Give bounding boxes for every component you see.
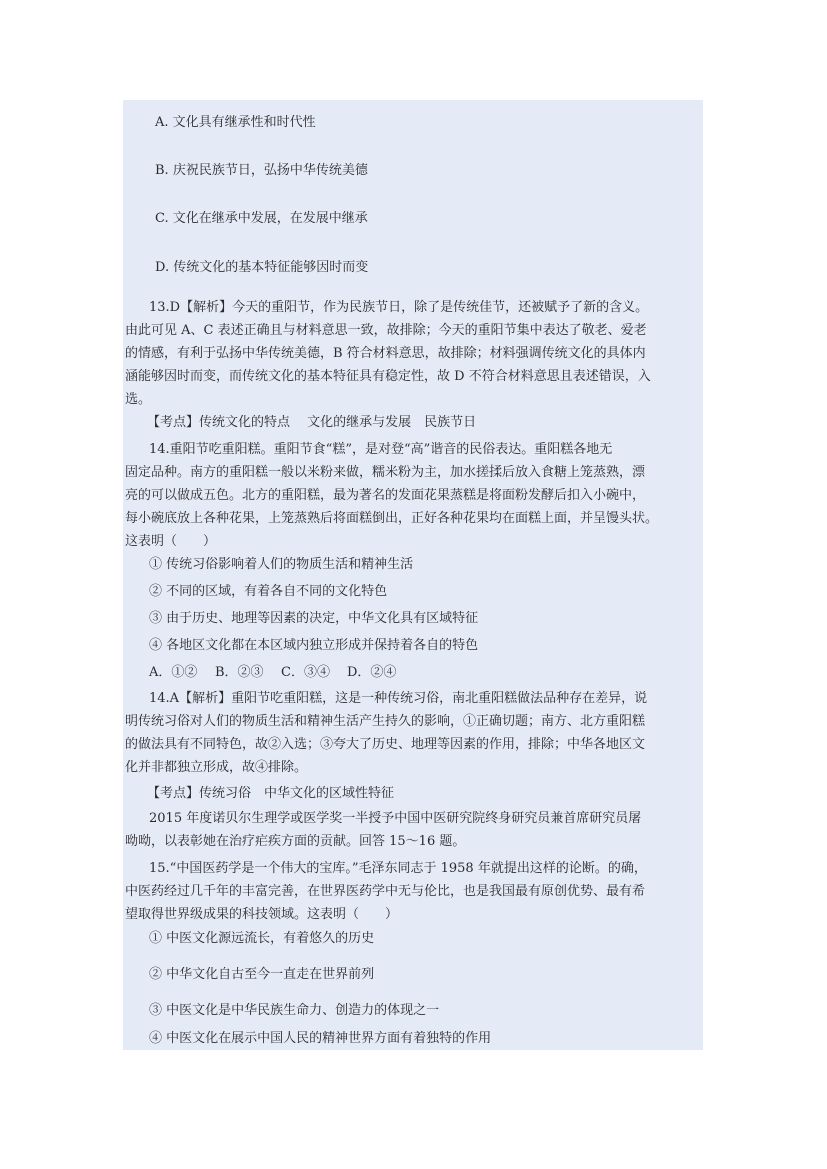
intro-paragraph: 2015 年度诺贝尔生理学或医学奖一半授予中国中医研究院终身研究员兼首席研究员屠	[149, 811, 642, 826]
question-15-item: ④ 中医文化在展示中国人民的精神世界方面有着独特的作用	[149, 1031, 492, 1046]
question-14-stem: 亮的可以做成五色。北方的重阳糕，最为著名的发面花果蒸糕是将面粉发酵后扣入小碗中，	[125, 488, 646, 503]
question-15-item: ② 中华文化自古至今一直走在世界前列	[149, 967, 375, 982]
question-14-stem: 14.重阳节吃重阳糕。重阳节食“糕”，是对登“高”谐音的民俗表达。重阳糕各地无	[149, 442, 613, 457]
option-c: C. 文化在继承中发展，在发展中继承	[155, 211, 368, 226]
analysis-13-line: 涵能够因时而变，而传统文化的基本特征具有稳定性，故 D 不符合材料意思且表述错误，入	[125, 369, 651, 384]
analysis-14-line: 的做法具有不同特色，故②入选；③夸大了历史、地理等因素的作用，排除；中华各地区文	[125, 737, 646, 752]
answer-choice-a: A．①②	[149, 665, 198, 680]
analysis-14-line: 14.A【解析】重阳节吃重阳糕，这是一种传统习俗，南北重阳糕做法品种存在差异，说	[149, 691, 648, 706]
kaodian-14: 【考点】传统习俗 中华文化的区域性特征	[147, 786, 395, 801]
question-14-item: ① 传统习俗影响着人们的物质生活和精神生活	[149, 557, 414, 572]
analysis-14-line: 化并非都独立形成，故④排除。	[125, 760, 308, 775]
question-15-stem: 15.“中国医药学是一个伟大的宝库。”毛泽东同志于 1958 年就提出这样的论断。的确，	[149, 861, 647, 876]
question-14-item: ② 不同的区域，有着各自不同的文化特色	[149, 584, 388, 599]
option-b: B. 庆祝民族节日，弘扬中华传统美德	[155, 163, 368, 178]
answer-choice-c: C．③④	[281, 665, 330, 680]
analysis-13-line: 由此可见 A、C 表述正确且与材料意思一致，故排除；今天的重阳节集中表达了敬老、爱老	[125, 323, 647, 338]
question-14-stem: 每小碗底放上各种花果，上笼蒸熟后将面糕倒出，正好各种花果均在面糕上面，并呈馒头状。	[125, 511, 659, 526]
option-d: D. 传统文化的基本特征能够因时而变	[155, 260, 369, 275]
question-15-item: ③ 中医文化是中华民族生命力、创造力的体现之一	[149, 1003, 440, 1018]
question-15-item: ① 中医文化源远流长，有着悠久的历史	[149, 931, 375, 946]
answer-choice-d: D．②④	[347, 665, 397, 680]
question-14-stem: 固定品种。南方的重阳糕一般以米粉来做，糯米粉为主，加水搓揉后放入食糖上笼蒸熟，漂	[125, 465, 646, 480]
option-a: A. 文化具有继承性和时代性	[155, 115, 316, 130]
question-14-item: ④ 各地区文化都在本区域内独立形成并保持着各自的特色	[149, 638, 479, 653]
kaodian-13: 【考点】传统文化的特点 文化的继承与发展 民族节日	[147, 415, 477, 430]
analysis-13-line: 13.D【解析】今天的重阳节，作为民族节日，除了是传统佳节，还被赋予了新的含义。	[149, 300, 649, 315]
intro-paragraph: 呦呦，以表彰她在治疗疟疾方面的贡献。回答 15～16 题。	[125, 834, 466, 849]
analysis-13-line: 的情感，有利于弘扬中华传统美德，B 符合材料意思，故排除；材料强调传统文化的具体内	[125, 346, 646, 361]
question-14-stem: 这表明（ ）	[125, 534, 217, 549]
question-15-stem: 望取得世界级成果的科技领域。这表明（ ）	[125, 907, 399, 922]
question-14-answer-choices	[123, 661, 703, 685]
analysis-13-line: 选。	[125, 392, 152, 407]
answer-choice-b: B．②③	[215, 665, 264, 680]
analysis-14-line: 明传统习俗对人们的物质生活和精神生活产生持久的影响，①正确切题；南方、北方重阳糕	[125, 714, 646, 729]
question-14-item: ③ 由于历史、地理等因素的决定，中华文化具有区域特征	[149, 611, 479, 626]
question-15-stem: 中医药经过几千年的丰富完善，在世界医药学中无与伦比，也是我国最有原创优势、最有希	[125, 884, 646, 899]
